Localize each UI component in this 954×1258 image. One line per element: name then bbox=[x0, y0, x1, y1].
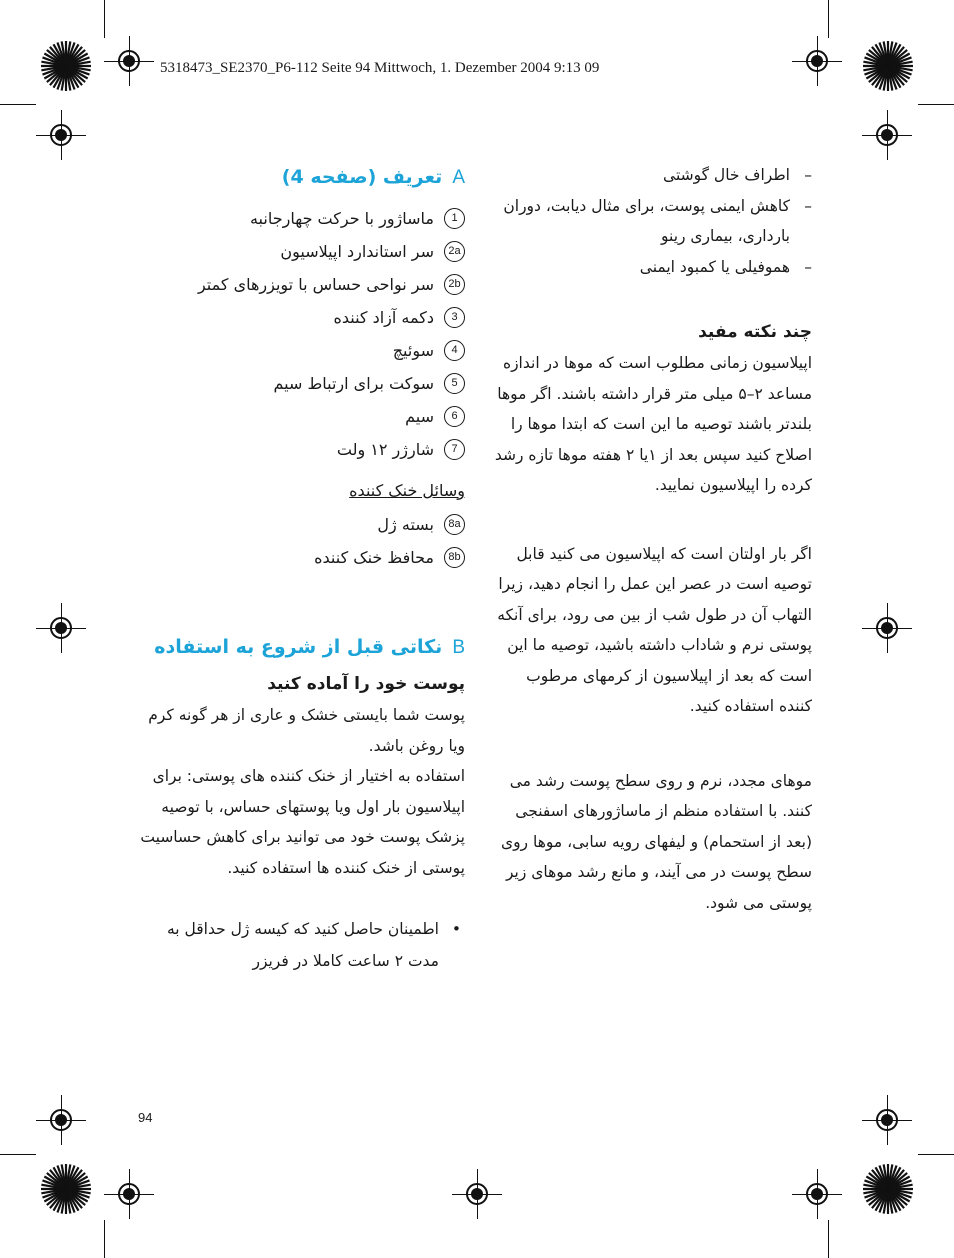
list-item bbox=[140, 541, 465, 574]
registration-mark bbox=[876, 1109, 898, 1131]
trim-line bbox=[828, 1220, 829, 1258]
registration-mark bbox=[466, 1183, 488, 1205]
left-column bbox=[140, 160, 465, 977]
list-item bbox=[140, 400, 465, 433]
item-number-badge: 1 bbox=[444, 208, 465, 229]
page-number: 94 bbox=[138, 1110, 153, 1125]
item-number-badge: 3 bbox=[444, 307, 465, 328]
item-label: بسته ژل bbox=[377, 515, 434, 534]
trim-line bbox=[918, 104, 954, 105]
list-item bbox=[140, 334, 465, 367]
print-slug-header: 5318473_SE2370_P6-112 Seite 94 Mittwoch, 1. Dezember 2004 9:13 09 bbox=[160, 60, 600, 76]
section-letter: A bbox=[452, 167, 465, 188]
list-item bbox=[140, 202, 465, 235]
item-label: دکمه آزاد کننده bbox=[333, 308, 434, 327]
tips-heading: چند نکته مفید bbox=[698, 322, 812, 342]
item-label: محافظ خنک کننده bbox=[314, 548, 434, 567]
trim-line bbox=[0, 1154, 36, 1155]
list-item: – اطراف خال گوشتی bbox=[490, 160, 812, 191]
tips-paragraph: اپیلاسیون زمانی مطلوب است که موها در اندازه مساعد ۲–۵ میلی متر قرار داشته باشند. اگر موها بلندتر باشند توصیه ما این است که ابتدا موها را اصلاح کنید سپس بعد از ۱یا ۲ هفته موها تازه رشد کرده را اپیلاسیون نمایید. bbox=[494, 354, 812, 494]
trim-line bbox=[918, 1154, 954, 1155]
registration-mark bbox=[50, 1109, 72, 1131]
list-item: – هموفیلی یا کمبود ایمنی bbox=[490, 252, 812, 283]
starburst-mark-top-left bbox=[40, 40, 92, 92]
trim-line bbox=[828, 0, 829, 38]
registration-mark bbox=[118, 50, 140, 72]
parts-list bbox=[140, 202, 465, 466]
registration-mark bbox=[50, 617, 72, 639]
registration-mark bbox=[806, 50, 828, 72]
right-column bbox=[490, 160, 812, 918]
starburst-mark-bottom-right bbox=[862, 1163, 914, 1215]
list-item: • اطمینان حاصل کنید که کیسه ژل حداقل به مدت ۲ ساعت کاملا در فریزر bbox=[140, 913, 465, 977]
trim-line bbox=[0, 104, 36, 105]
first-time-paragraph: اگر بار اولتان است که اپیلاسیون می کنید قابل توصیه است در عصر این عمل را انجام دهید، زیرا التهاب آن در طول شب از بین می رود، برای آنکه پوستی نرم و شاداب داشته باشید، توصیه ما این است که بعد از اپیلاسیون از کرمهای مرطوب کننده استفاده کنید. bbox=[497, 544, 812, 715]
registration-mark bbox=[50, 124, 72, 146]
list-item bbox=[140, 367, 465, 400]
item-number-badge: 8a bbox=[444, 514, 465, 535]
list-item: – کاهش ایمنی پوست، برای مثال دیابت، دوران بارداری، بیماری رینو bbox=[490, 191, 812, 252]
list-item bbox=[140, 235, 465, 268]
list-item bbox=[140, 433, 465, 466]
item-label: شارژر ۱۲ ولت bbox=[336, 440, 434, 459]
item-number-badge: 6 bbox=[444, 406, 465, 427]
trim-line bbox=[104, 0, 105, 38]
skin-paragraph: پوست شما بایستی خشک و عاری از هر گونه کرم ویا روغن باشد. bbox=[148, 706, 465, 755]
gel-bullet-list bbox=[140, 913, 465, 977]
item-label: سر استاندارد اپیلاسیون bbox=[280, 242, 434, 261]
registration-mark bbox=[876, 124, 898, 146]
list-item bbox=[140, 268, 465, 301]
list-item bbox=[140, 301, 465, 334]
item-number-badge: 2a bbox=[444, 241, 465, 262]
item-label: سیم bbox=[405, 407, 434, 426]
item-number-badge: 2b bbox=[444, 274, 465, 295]
starburst-mark-top-right bbox=[862, 40, 914, 92]
trim-line bbox=[104, 1220, 105, 1258]
section-letter: B bbox=[452, 637, 465, 658]
item-label: ماساژور با حرکت چهارجانبه bbox=[249, 209, 434, 228]
registration-mark bbox=[876, 617, 898, 639]
item-number-badge: 7 bbox=[444, 439, 465, 460]
list-item bbox=[140, 508, 465, 541]
contraindication-list bbox=[490, 160, 812, 282]
section-title-text: تعریف (صفحه 4) bbox=[281, 166, 443, 188]
item-label: سر نواحی حساس با تویزرهای کمتر bbox=[197, 275, 434, 294]
item-number-badge: 5 bbox=[444, 373, 465, 394]
starburst-mark-bottom-left bbox=[40, 1163, 92, 1215]
prepare-skin-heading: پوست خود را آماده کنید bbox=[267, 674, 465, 694]
registration-mark bbox=[806, 1183, 828, 1205]
section-b-title bbox=[140, 630, 465, 664]
ingrown-hair-paragraph: موهای مجدد، نرم و روی سطح پوست رشد می کنند. با استفاده منظم از ماساژورهای اسفنجی (بعد از استحمام) و لیفهای رویه سابی، موها روی سطح پوست در می آیند، و مانع رشد موهای زیر پوستی می شود. bbox=[500, 771, 812, 912]
cooling-accessories-label: وسائل خنک کننده bbox=[349, 481, 465, 500]
item-label: سوئیچ bbox=[392, 341, 434, 360]
item-label: سوکت برای ارتباط سیم bbox=[273, 374, 434, 393]
section-title-text: نکاتی قبل از شروع به استفاده bbox=[154, 636, 443, 658]
item-number-badge: 4 bbox=[444, 340, 465, 361]
cooling-paragraph: استفاده به اختیار از خنک کننده های پوستی: برای اپیلاسیون بار اول ویا پوستهای حساس، با توصیه پزشک پوست خود می توانید برای کاهش حساسیت پوستی از خنک کننده ها استفاده کنید. bbox=[140, 767, 465, 877]
section-a-title bbox=[140, 160, 465, 194]
cooling-list bbox=[140, 508, 465, 574]
registration-mark bbox=[118, 1183, 140, 1205]
item-number-badge: 8b bbox=[444, 547, 465, 568]
